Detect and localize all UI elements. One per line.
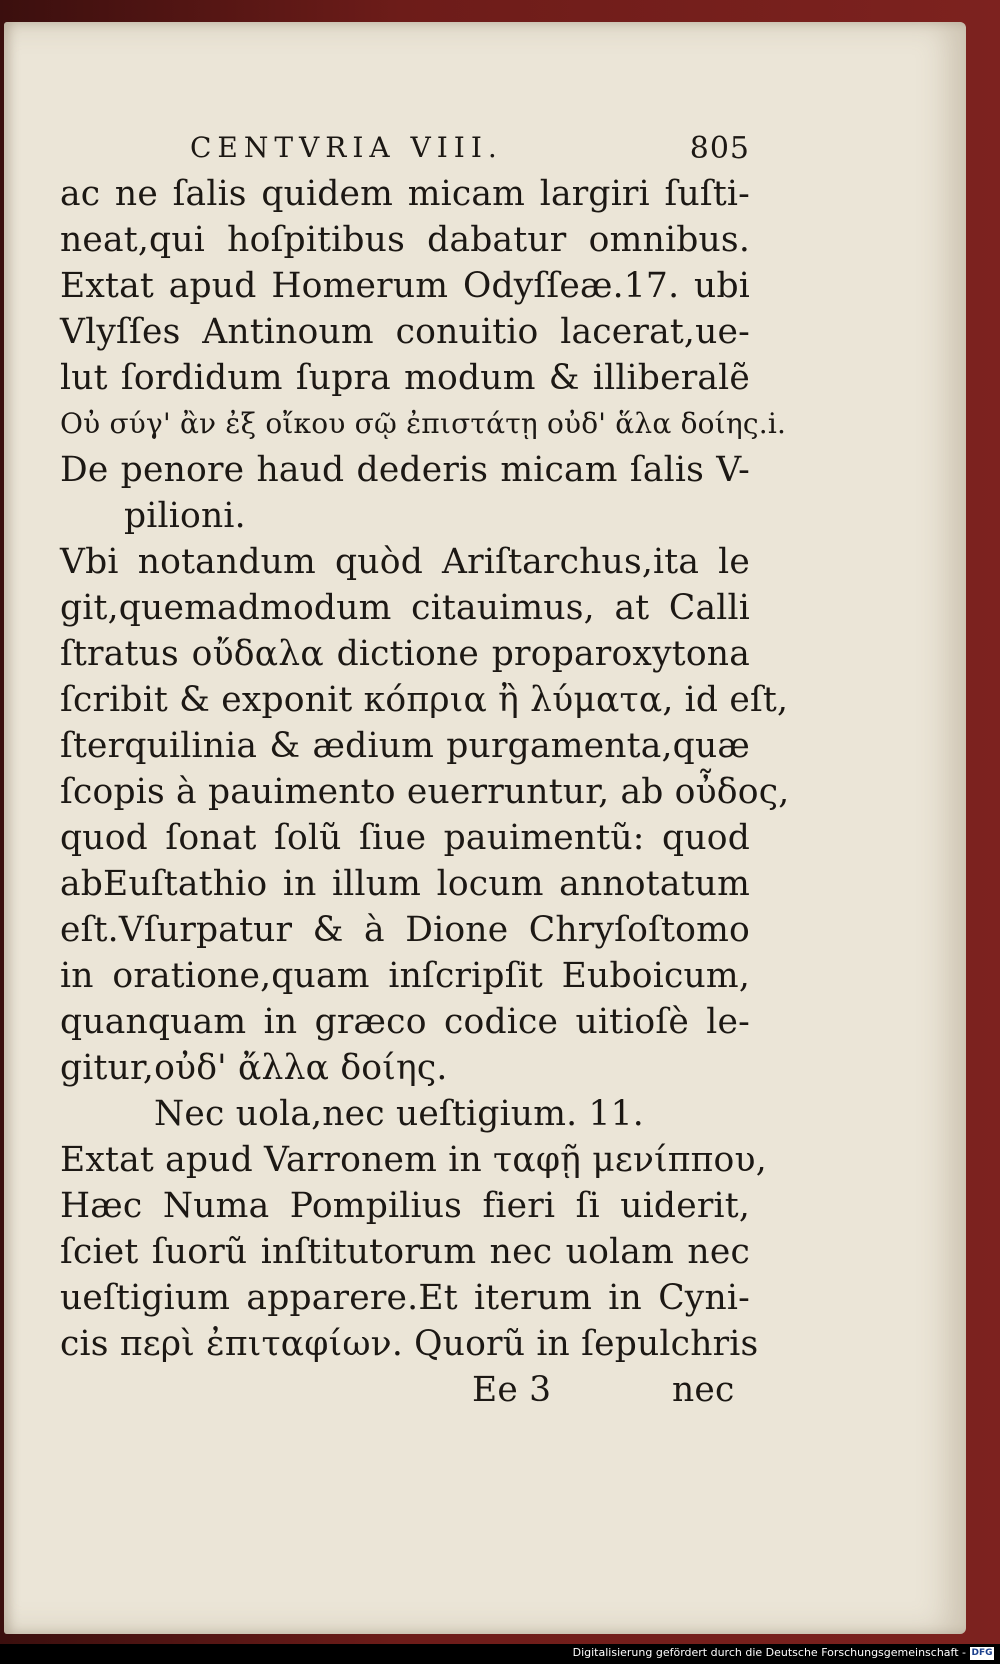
page-number: 805 (689, 131, 750, 166)
dfg-logo-icon: DFG (971, 1648, 993, 1658)
text-line: ſciet ſuorũ inſtitutorum nec uolam nec (60, 1232, 750, 1272)
text-line: Extat apud Homerum Odyſſeæ.17. ubi (60, 266, 750, 306)
text-line: in oratione,quam inſcripſit Euboicum, (60, 956, 750, 996)
section-heading: Nec uola,nec ueſtigium. 11. (154, 1094, 644, 1134)
text-line: Vbi notandum quòd Ariſtarchus,ita le (60, 542, 750, 582)
text-line: Hæc Numa Pompilius fieri ſi uiderit, (60, 1186, 750, 1226)
text-line: ueſtigium apparere.Et iterum in Cyni- (60, 1278, 750, 1318)
text-line: ſcopis à pauimento euerruntur, ab οὖδος, (60, 772, 790, 812)
signature-mark: Ee 3 (472, 1370, 552, 1410)
book-page (4, 22, 966, 1634)
text-line: eſt.Vſurpatur & à Dione Chryſoſtomo (60, 910, 750, 950)
text-line: quod ſonat ſolũ ſiue pauimentũ: quod (60, 818, 750, 858)
text-line: gitur,οὐδ' ἄλλα δοίης. (60, 1048, 448, 1088)
text-line: abEuſtathio in illum locum annotatum (60, 864, 750, 904)
text-line: ac ne ſalis quidem micam largiri ſuſti- (60, 174, 750, 214)
text-line: pilioni. (124, 496, 246, 536)
running-head-title: CENTVRIA VIII. (190, 131, 503, 164)
text-line: quanquam in græco codice uitioſè le- (60, 1002, 750, 1042)
text-line: Extat apud Varronem in ταφῇ μενίππου, (60, 1140, 767, 1180)
funding-notice: Digitalisierung gefördert durch die Deutsche Forschungsgemeinschaft - (572, 1646, 966, 1659)
footer-bar (0, 1644, 1000, 1664)
text-line: Vlyſſes Antinoum conuitio lacerat,ue- (60, 312, 750, 352)
text-line: ſcribit & exponit κόπρια ἢ λύματα, id eſt, (60, 680, 789, 720)
text-line: cis περὶ ἐπιταφίων. Quorũ in ſepulchris (60, 1324, 759, 1364)
text-line: ſterquilinia & ædium purgamenta,quæ (60, 726, 750, 766)
text-line: lut ſordidum ſupra modum & illiberalẽ (60, 358, 750, 398)
greek-verse-line: Οὐ σύγ' ἂν ἐξ οἴκου σῷ ἐπιστάτῃ οὐδ' ἅλα δοίης.i. (60, 407, 787, 440)
text-line: neat,qui hoſpitibus dabatur omnibus. (60, 220, 750, 260)
catchword-line (60, 1367, 750, 1413)
text-line: ſtratus οὔδαλα dictione proparoxytona (60, 634, 750, 674)
text-line: De penore haud dederis micam ſalis V- (60, 450, 750, 490)
catchword: nec (672, 1370, 735, 1410)
running-head (60, 127, 750, 171)
text-line: git,quemadmodum citauimus, at Calli (60, 588, 750, 628)
